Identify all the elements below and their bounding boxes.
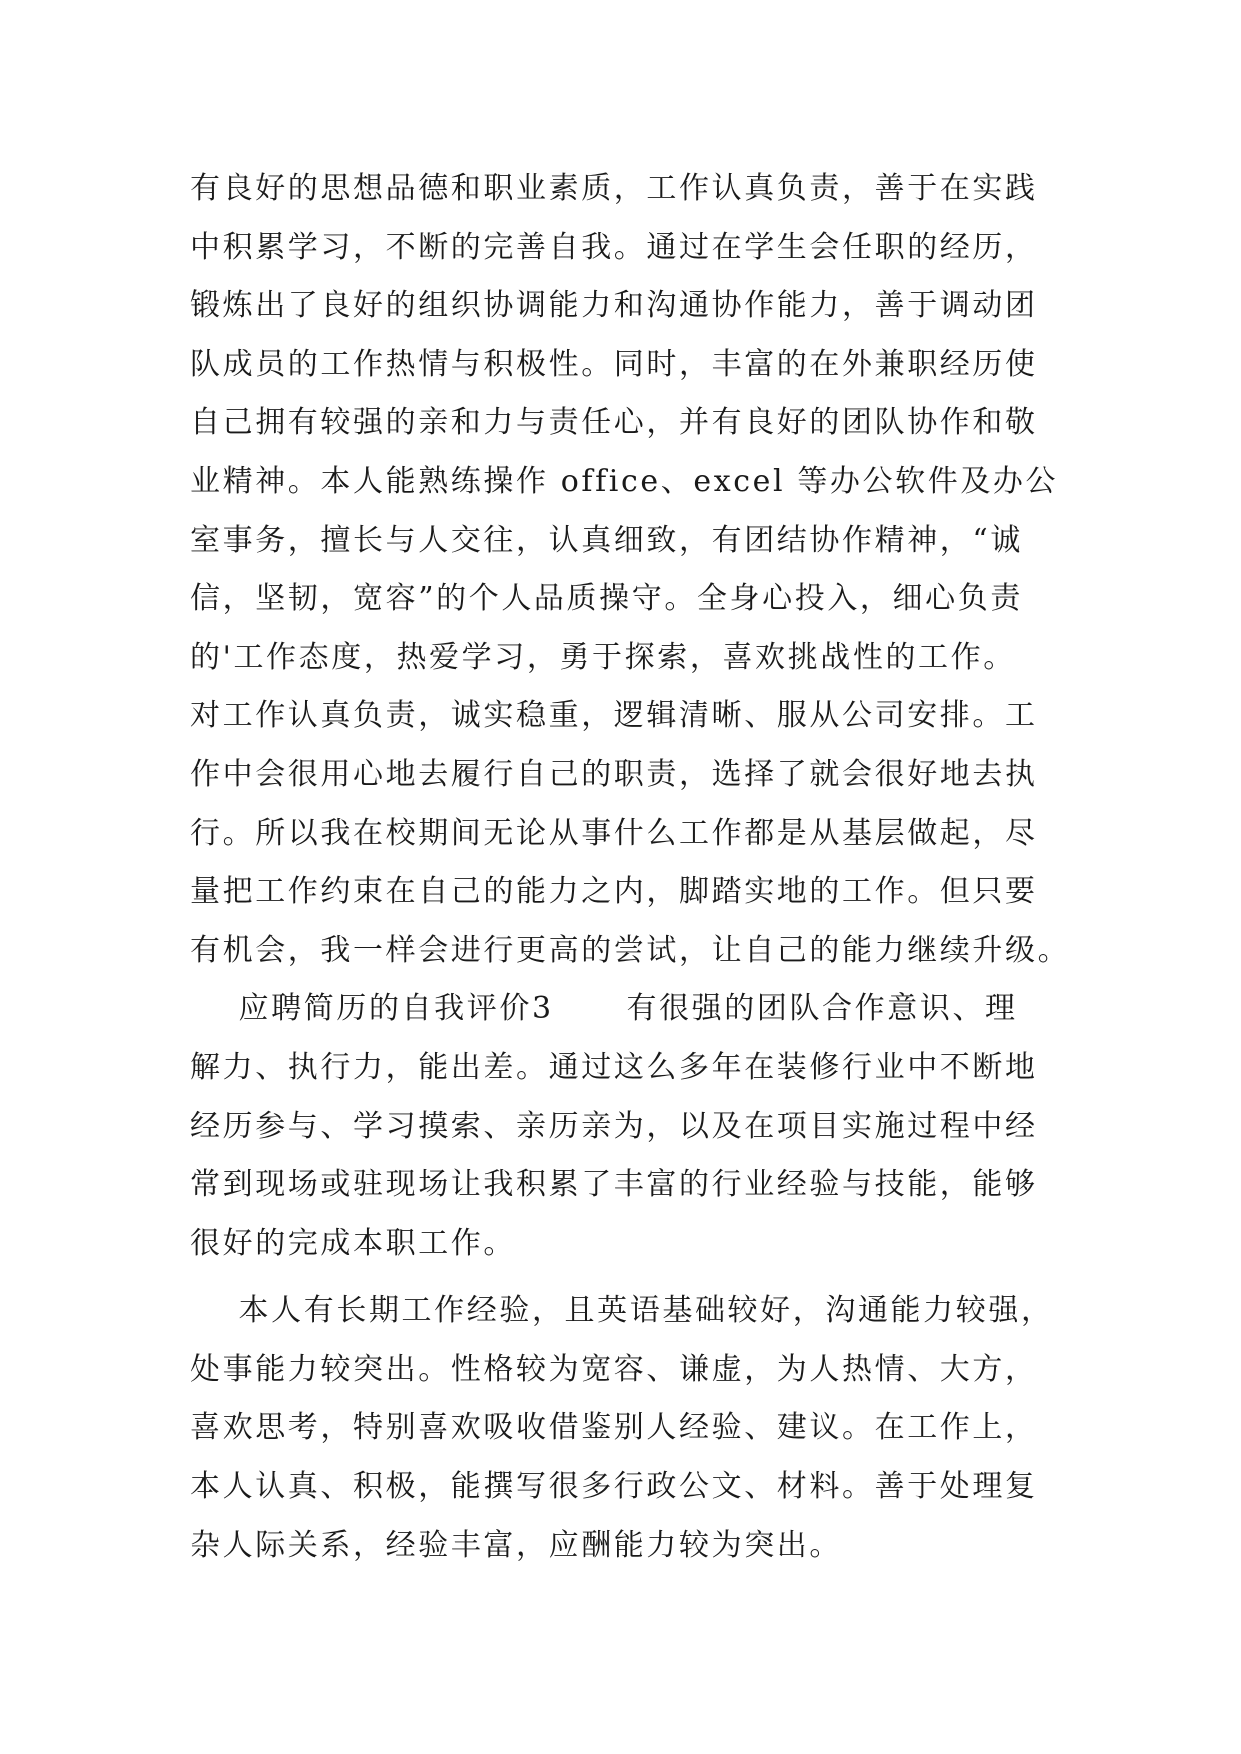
text-line: 量把工作约束在自己的能力之内，脚踏实地的工作。但只要 [190, 874, 1038, 910]
text-line: 对工作认真负责，诚实稳重，逻辑清晰、服从公司安排。工 [190, 698, 1038, 734]
text-line: 有机会，我一样会进行更高的尝试，让自己的能力继续升级。 [190, 932, 1071, 968]
text-line: 处事能力较突出。性格较为宽容、谦虚，为人热情、大方， [190, 1351, 1038, 1387]
text-line: 的'工作态度，热爱学习，勇于探索，喜欢挑战性的工作。 [190, 639, 1016, 675]
body-text [190, 160, 1090, 1575]
text-line: 有良好的思想品德和职业素质，工作认真负责，善于在实践 [190, 171, 1038, 206]
paragraph-work-experience [190, 1282, 1090, 1575]
text-line: 队成员的工作热情与积极性。同时，丰富的在外兼职经历使 [190, 346, 1038, 382]
text-line: 自己拥有较强的亲和力与责任心，并有良好的团队协作和敬 [190, 405, 1038, 441]
text-line: 锻炼出了良好的组织协调能力和沟通协作能力，善于调动团 [190, 288, 1038, 324]
paragraph-self-evaluation-3 [190, 980, 1090, 1273]
text-line: 业精神。本人能熟练操作 office、excel 等办公软件及办公 [190, 463, 1059, 499]
text-line: 本人认真、积极，能撰写很多行政公文、材料。善于处理复 [190, 1469, 1038, 1505]
text-line: 解力、执行力，能出差。通过这么多年在装修行业中不断地 [190, 1049, 1038, 1085]
paragraph-spacer [190, 1273, 1090, 1282]
text-line: 信，坚韧，宽容”的个人品质操守。全身心投入，细心负责 [190, 581, 1023, 617]
text-line: 作中会很用心地去履行自己的职责，选择了就会很好地去执 [190, 756, 1038, 792]
text-line: 室事务，擅长与人交往，认真细致，有团结协作精神，“诚 [190, 522, 1023, 558]
paragraph-self-evaluation-2 [190, 160, 1090, 980]
text-line: 经历参与、学习摸索、亲历亲为，以及在项目实施过程中经 [190, 1108, 1038, 1144]
text-line: 很好的完成本职工作。 [190, 1225, 516, 1261]
text-line: 行。所以我在校期间无论从事什么工作都是从基层做起，尽 [190, 815, 1038, 851]
text-line: 本人有长期工作经验，且英语基础较好，沟通能力较强， [190, 1293, 1054, 1329]
text-line: 应聘简历的自我评价3 有很强的团队合作意识、理 [190, 991, 1018, 1027]
text-line: 中积累学习，不断的完善自我。通过在学生会任职的经历， [190, 229, 1038, 265]
text-line: 喜欢思考，特别喜欢吸收借鉴别人经验、建议。在工作上， [190, 1410, 1038, 1446]
text-line: 常到现场或驻现场让我积累了丰富的行业经验与技能，能够 [190, 1167, 1038, 1203]
text-line: 杂人际关系，经验丰富，应酬能力较为突出。 [190, 1527, 842, 1563]
